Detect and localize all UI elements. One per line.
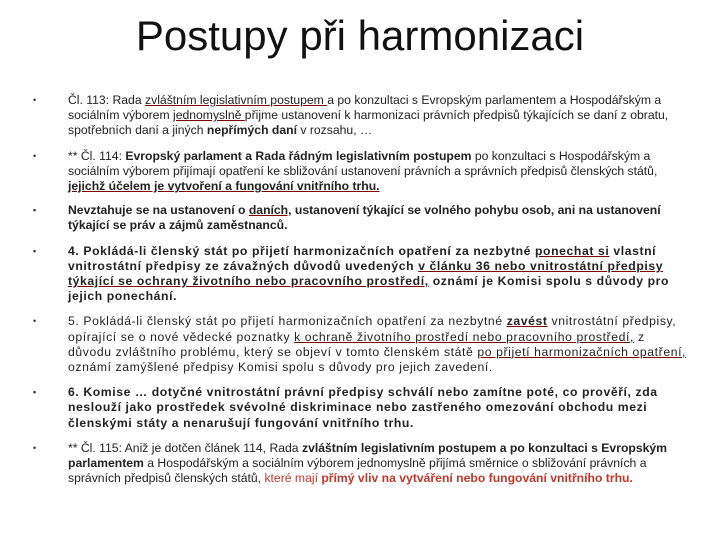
- bullet-item-paragraph-6: [30, 385, 690, 431]
- bullet-item-paragraph-5: [30, 314, 690, 375]
- bullet-marker: •: [33, 205, 37, 216]
- text: zvláštním legislativním postupem a po konzultaci s Evropským parlamentem: [68, 440, 668, 471]
- text: po konzultaci s Hospodářským a sociálním výborem přijímají opatření ke sbližování ustanovení právních a správních předpisů členských států,: [68, 148, 658, 178]
- text: Čl. 113: Rada: [68, 93, 146, 107]
- text: z důvodu zvláštního problému, který se objeví v tomto členském státě: [68, 329, 645, 359]
- text: v článku 36 nebo vnitrostátní předpisy týkající se ochrany životního nebo pracovního prostředí,: [68, 258, 664, 289]
- text: které mají: [264, 471, 322, 486]
- bullet-list: [30, 93, 690, 486]
- text: jejichž účelem je vytvoření a fungování vnitřního trhu.: [68, 179, 380, 194]
- text: vlastní vnitrostátní předpisy ze závažných důvodů uvedených: [68, 243, 657, 273]
- text: 6. Komise … dotyčné vnitrostátní právní předpisy schválí nebo zamítne poté, co prověří, zda neslouží jako prostředek svévolné diskriminace nebo zastřeného omezování obchodu mezi členskými státy a nenarušují fungování vnitřního trhu.: [68, 385, 658, 430]
- text: vnitrostátní předpisy, opírající se o nové vědecké poznatky: [68, 314, 677, 344]
- bullet-item-art-115: [30, 441, 690, 487]
- bullet-marker: •: [33, 442, 37, 453]
- text: Nevztahuje se na ustanovení o: [68, 203, 249, 218]
- text: Evropský parlament a Rada řádným legislativním postupem: [125, 148, 472, 163]
- text: daních,: [248, 203, 292, 218]
- text: a Hospodářským a sociálním výborem jednomyslně přijímá směrnice o sbližování právních a správních předpisů členských států,: [68, 456, 647, 486]
- bullet-marker: •: [33, 245, 37, 256]
- bullet-item-art-113: [30, 93, 690, 139]
- text: k ochraně životního prostředí nebo pracovního prostředí,: [294, 329, 634, 344]
- text: v rozsahu, …: [296, 123, 373, 138]
- text: a po konzultaci s Evropským parlamentem a Hospodářským a sociálním výborem: [68, 93, 662, 123]
- bullet-marker: •: [33, 95, 37, 105]
- bullet-marker: •: [33, 387, 37, 398]
- text: oznámí zamýšlené předpisy Komisi spolu s důvody pro jejich zavedení.: [68, 360, 493, 375]
- text: nepřímých daní: [206, 123, 297, 138]
- bullet-item-exceptions: [30, 203, 690, 233]
- text: ** Čl. 115: Aniž je dotčen článek 114, Rada: [68, 440, 302, 455]
- text: přímý vliv na vytváření nebo fungování vnitřního trhu.: [321, 471, 633, 486]
- text: po přijetí harmonizačních opatření,: [477, 344, 687, 359]
- text: ustanovení týkající se volného pohybu osob, ani na ustanovení týkající se práv a zájmů zaměstnanců.: [68, 203, 661, 233]
- text: 4. Pokládá-li členský stát po přijetí harmonizačních opatření za nezbytné: [68, 243, 536, 258]
- slide-title: Postupy při harmonizaci: [135, 12, 585, 59]
- text: zavést: [506, 314, 548, 329]
- text: ** Čl. 114:: [68, 148, 126, 163]
- text: jednomyslně: [172, 108, 245, 123]
- text: ponechat si: [535, 243, 610, 258]
- text: 5. Pokládá-li členský stát po přijetí harmonizačních opatření za nezbytné: [68, 314, 507, 329]
- bullet-marker: •: [33, 316, 37, 327]
- bullet-item-art-114: [30, 149, 690, 195]
- bullet-item-paragraph-4: [30, 244, 690, 305]
- text: zvláštním legislativním postupem: [145, 93, 328, 107]
- text: oznámí je Komisi spolu s důvody pro jejich ponechání.: [68, 274, 670, 304]
- text: přijme ustanovení k harmonizaci právních předpisů týkajících se daní z obratu, spotřebních daní a jiných: [68, 108, 669, 138]
- bullet-marker: •: [33, 150, 37, 161]
